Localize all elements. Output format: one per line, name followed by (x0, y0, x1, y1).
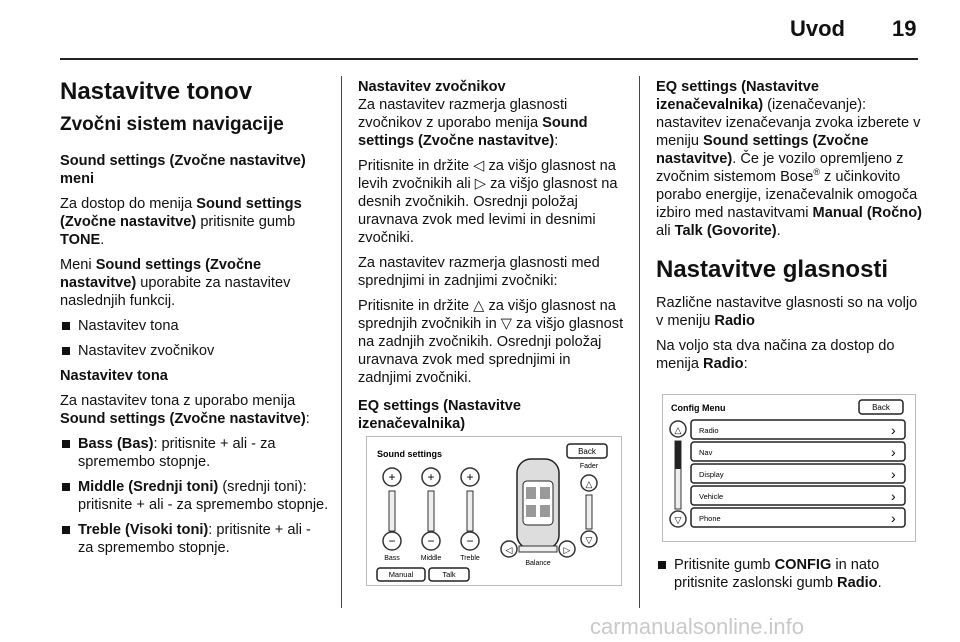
back-button[interactable] (567, 444, 607, 458)
triangle-up-icon: △ (674, 425, 682, 435)
fader-slider[interactable] (581, 475, 597, 547)
treble-slider[interactable] (461, 468, 479, 550)
bass-label: Bass (384, 555, 400, 562)
triangle-right-icon: ▷ (563, 545, 571, 555)
list-item: Treble (Visoki toni): pritisnite + ali - za spremembo stopnje. (60, 521, 330, 557)
sound-settings-title: Sound settings (377, 449, 442, 459)
svg-text:Nav: Nav (699, 448, 713, 457)
paragraph-fader: Pritisnite in držite △ za višjo glasnost na sprednjih zvočnikih in ▽ za višjo glasnost na zadnjih zvočnikih. Osrednji položaj uravnava zvok med sprednjimi in zadnjimi zvočniki. (358, 298, 624, 386)
scroll-up-button[interactable] (670, 421, 686, 437)
middle-label: Middle (420, 555, 442, 562)
svg-text:Back: Back (872, 403, 890, 412)
list-item: Pritisnite gumb CONFIG in nato pritisnite zaslonski gumb Radio. (656, 556, 924, 592)
list-item: Middle (Srednji toni) (srednji toni): pritisnite + ali - za spremembo stopnje. (60, 478, 330, 514)
section-heading-tone: Nastavitve tonov (60, 78, 253, 105)
triangle-down-icon: ▽ (674, 515, 682, 525)
column-divider-2 (639, 76, 640, 608)
paragraph-balance: Pritisnite in držite ◁ za višjo glasnost na levih zvočnikih ali ▷ za višjo glasnost na desnih zvočnikih. Osrednji položaj uravnava zvok med levimi in desnimi zvočniki. (358, 158, 618, 246)
tone-setting-heading: Nastavitev tona (60, 368, 168, 384)
paragraph-speaker: Za nastavitev razmerja glasnosti zvočnikov z uporabo menija Sound settings (Zvočne nastavitve): (358, 97, 588, 149)
paragraph-radio-access: Na voljo sta dva načina za dostop do menija Radio: (656, 338, 895, 372)
car-icon (517, 459, 559, 549)
column-divider-1 (341, 76, 342, 608)
paragraph-tone: Za nastavitev tona z uporabo menija Sound settings (Zvočne nastavitve): (60, 393, 310, 427)
subsection-heading-navigation: Zvočni sistem navigacije (60, 114, 284, 135)
column-3 (656, 78, 924, 380)
column-3-bottom (656, 556, 924, 599)
paragraph-eq: EQ settings (Nastavitve izenačevalnika) (izenačevanje): nastavitev izenačevanja zvoka izberete v meniju Sound settings (Zvočne nastavitve). Če je vozilo opremljeno z zvočnim sistemom Bose® z učinkovito porabo energije, izenačevalnik omogoča izbiro med nastavitvami Manual (Ročno) ali Talk (Govorite). (656, 79, 922, 239)
minus-icon: − (427, 534, 435, 548)
treble-label: Treble (460, 555, 480, 562)
list-item: Nastavitev tona (60, 317, 330, 335)
paragraph-fader-intro: Za nastavitev razmerja glasnosti med sprednjimi in zadnjimi zvočniki: (358, 255, 600, 289)
plus-icon: + (466, 470, 474, 484)
chevron-right-icon: › (891, 488, 896, 504)
paragraph-volume: Različne nastavitve glasnosti so na voljo v meniju Radio (656, 295, 918, 329)
triangle-up-icon: △ (585, 479, 593, 489)
menu-item-phone[interactable] (691, 508, 905, 527)
watermark: carmanualsonline.info (590, 614, 805, 639)
column-2 (358, 78, 628, 440)
sound-settings-screen (366, 436, 622, 586)
svg-text:Back: Back (578, 447, 596, 456)
svg-text:Display: Display (699, 470, 724, 479)
menu-item-nav[interactable] (691, 442, 905, 461)
scroll-down-button[interactable] (670, 511, 686, 527)
scrollbar-thumb[interactable] (675, 441, 681, 469)
bass-slider[interactable] (383, 468, 401, 550)
svg-text:Radio: Radio (699, 426, 719, 435)
svg-text:Phone: Phone (699, 514, 721, 523)
sound-settings-menu-heading: Sound settings (Zvočne nastavitve) meni (60, 153, 306, 187)
config-menu-title: Config Menu (671, 403, 726, 413)
plus-icon: + (427, 470, 435, 484)
running-title: Uvod (790, 16, 845, 41)
plus-icon: + (388, 470, 396, 484)
chevron-right-icon: › (891, 422, 896, 438)
chevron-right-icon: › (891, 444, 896, 460)
menu-item-display[interactable] (691, 464, 905, 483)
triangle-down-icon: ▽ (585, 535, 593, 545)
page-number: 19 (892, 16, 917, 41)
manual-button[interactable] (377, 568, 425, 581)
section-heading-volume: Nastavitve glasnosti (656, 256, 889, 283)
config-menu-screen (662, 394, 916, 542)
list-item: Bass (Bas): pritisnite + ali - za spremembo stopnje. (60, 435, 330, 471)
chevron-right-icon: › (891, 510, 896, 526)
header-rule (60, 58, 918, 60)
paragraph-access: Za dostop do menija Sound settings (Zvočne nastavitve) pritisnite gumb TONE. (60, 196, 302, 248)
menu-item-vehicle[interactable] (691, 486, 905, 505)
chevron-right-icon: › (891, 466, 896, 482)
svg-text:Vehicle: Vehicle (699, 492, 724, 501)
minus-icon: − (466, 534, 474, 548)
triangle-left-icon: ◁ (505, 545, 513, 555)
column-1 (60, 78, 330, 564)
talk-button[interactable] (429, 568, 469, 581)
speaker-setting-heading: Nastavitev zvočnikov (358, 79, 506, 95)
eq-settings-heading: EQ settings (Nastavitve izenačevalnika) (358, 398, 522, 432)
back-button[interactable] (859, 400, 903, 414)
svg-text:Manual: Manual (388, 570, 414, 579)
fader-label: Fader (579, 463, 599, 470)
balance-label: Balance (525, 560, 551, 567)
svg-text:Talk: Talk (442, 570, 456, 579)
menu-item-radio[interactable] (691, 420, 905, 439)
list-item: Nastavitev zvočnikov (60, 342, 330, 360)
middle-slider[interactable] (422, 468, 440, 550)
page-header (0, 0, 960, 62)
minus-icon: − (388, 534, 396, 548)
paragraph-menu-use: Meni Sound settings (Zvočne nastavitve) uporabite za nastavitev naslednjih funkcij. (60, 257, 291, 309)
